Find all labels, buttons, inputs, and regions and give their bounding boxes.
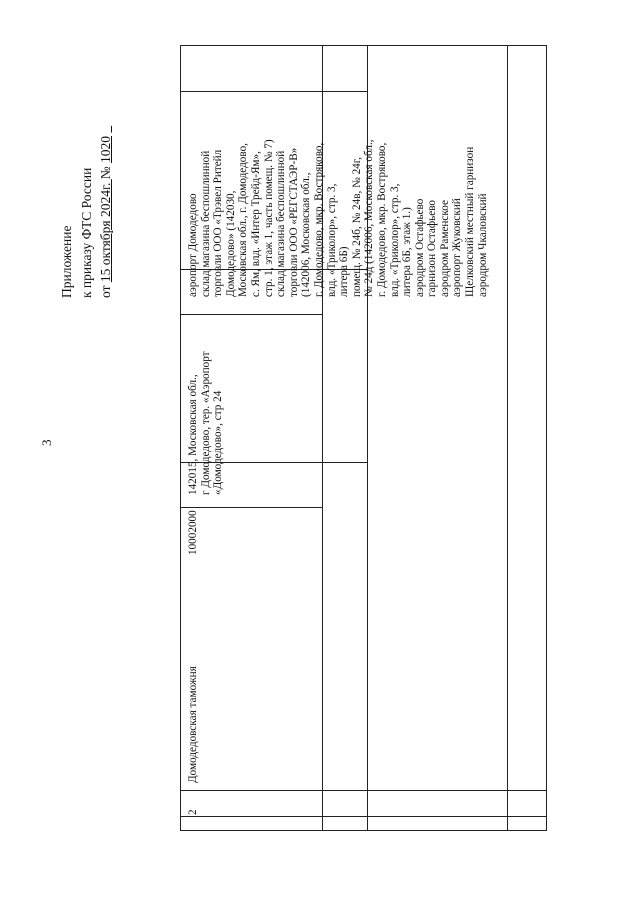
places-line: аэропорт Жуковский	[451, 198, 464, 297]
places-line: аэропорт Домодедово	[187, 193, 199, 297]
places-line: влд. «Триколор», стр. 3,	[388, 183, 401, 297]
order-day: 15	[98, 268, 113, 283]
places-line: литера 6Б, этаж 1.)	[401, 207, 414, 297]
places-line: аэродром Остафьево	[413, 198, 426, 297]
table-row-divider	[181, 790, 546, 791]
places-line: Щелковский местный гарнизон	[464, 146, 477, 297]
places-line: стр. 1, этаж 1, часть помещ. № 7)	[262, 139, 275, 297]
cell-places-list	[187, 139, 489, 297]
cell-customs-address	[187, 351, 225, 495]
places-line: склад магазина беспошлинной	[275, 150, 288, 297]
places-line: г. Домодедово, мкр. Востряково,	[312, 142, 325, 297]
places-line: аэродром Раменское	[438, 200, 451, 297]
table-row-divider	[181, 91, 367, 92]
table-row-divider	[181, 507, 322, 508]
order-number-underline	[98, 126, 113, 133]
table-row-divider	[181, 314, 322, 315]
cell-customs-name: Домодедовская таможня	[187, 666, 199, 783]
places-line: Московская обл., г. Домодедово,	[237, 143, 250, 297]
places-line: с. Ям, влд. «Интер Трейд-Ям»,	[249, 151, 262, 297]
places-line: Домодедово» (142030,	[224, 190, 237, 297]
places-line: влд. «Триколор», стр. 3,	[325, 183, 338, 297]
places-line: помещ. № 24б, № 24в, № 24г,	[350, 157, 363, 297]
order-year: 2024г.	[98, 182, 113, 217]
address-line: 142015, Московская обл.,	[187, 374, 199, 495]
number-label: №	[98, 166, 113, 180]
table-column-divider	[507, 46, 508, 830]
order-header	[57, 126, 116, 298]
date-prefix: от	[98, 285, 113, 298]
places-line: гарнизон Остафьево	[426, 199, 439, 297]
places-line: аэродром Чкаловский	[476, 193, 489, 297]
order-month: октября	[98, 220, 113, 266]
order-date-line	[96, 126, 116, 298]
places-line: склад магазина беспошлинной	[199, 150, 212, 297]
places-line: г. Домодедово, мкр. Востряково,	[375, 142, 388, 297]
places-line: торговли ООО «Трэвел Ритейл	[212, 149, 225, 297]
order-number: 1020	[98, 135, 113, 163]
address-line: «Домодедово», стр 24	[212, 390, 225, 495]
cell-customs-code: 10002000	[187, 510, 199, 555]
places-line: литера 6Б)	[338, 246, 351, 297]
places-line: (142006, Московская обл.,	[300, 172, 313, 297]
address-line: г Домодедово, тер. «Аэропорт	[199, 351, 212, 495]
places-line: торговли ООО «РЕГСТАЭР-В»	[287, 147, 300, 297]
page-number: 3	[39, 439, 54, 446]
appendix-title: Приложение	[59, 225, 74, 298]
places-line: № 24д (142006, Московская обл.,	[363, 139, 376, 297]
cell-row-number: 2	[187, 809, 199, 815]
order-date	[98, 179, 113, 282]
table-row-divider	[181, 816, 546, 817]
order-reference: к приказу ФТС России	[78, 167, 94, 298]
